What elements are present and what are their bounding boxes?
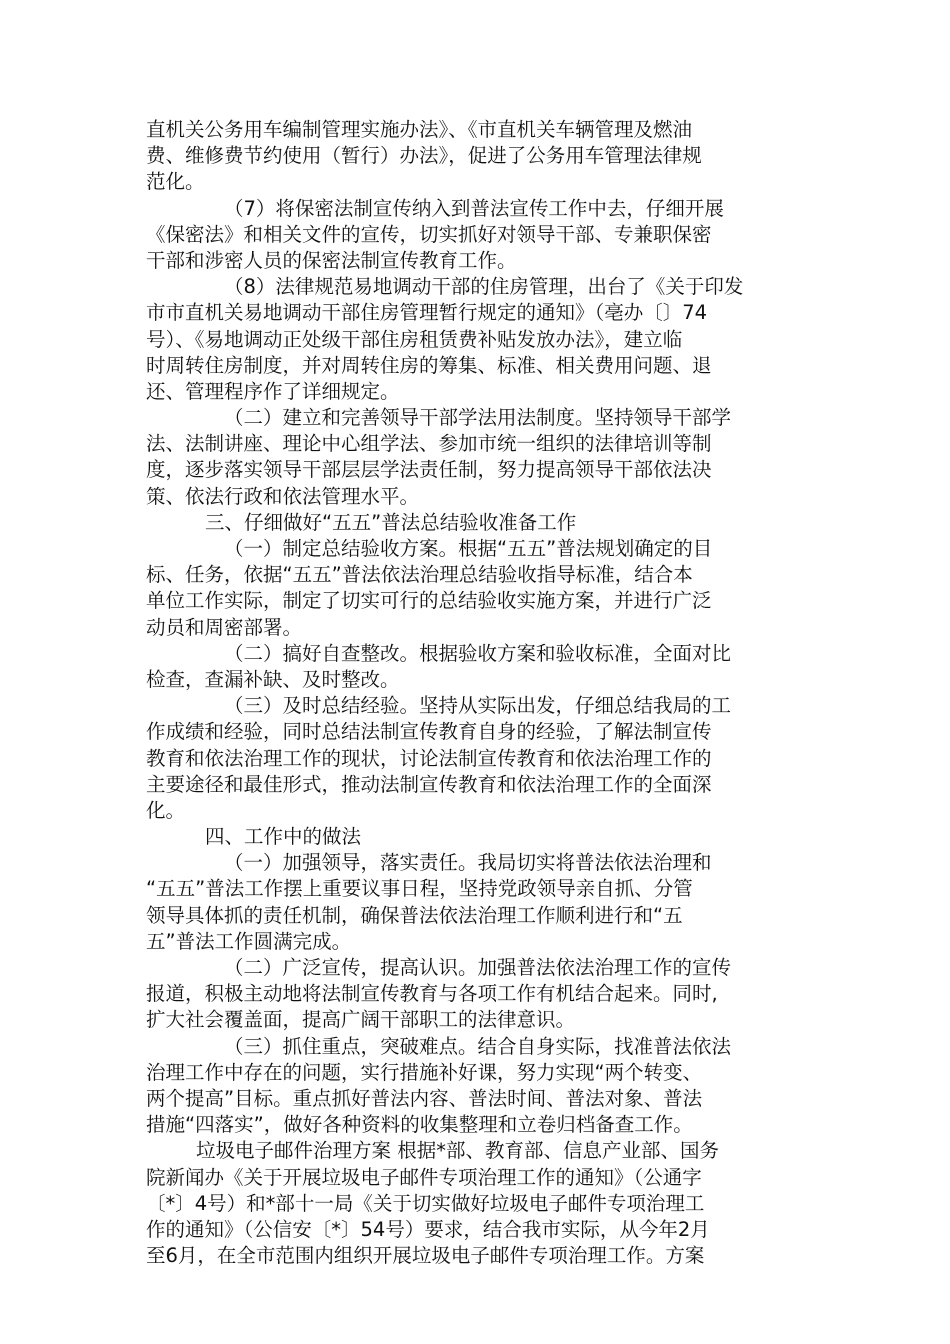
text-line: 主要途径和最佳形式，推动法制宣传教育和依法治理工作的全面深 <box>146 772 712 796</box>
text-line: 院新闻办《关于开展垃圾电子邮件专项治理工作的通知》（公通字 <box>146 1165 702 1189</box>
paragraph-start: （一）加强领导，落实责任。我局切实将普法依法治理和 <box>224 851 712 875</box>
text-line: 号）、《易地调动正处级干部住房租赁费补贴发放办法》，建立临 <box>146 327 683 351</box>
text-line: 市市直机关易地调动干部住房管理暂行规定的通知》（亳办〔〕74 <box>146 301 708 325</box>
text-line: 报道，积极主动地将法制宣传教育与各项工作有机结合起来。同时, <box>146 982 718 1006</box>
text-line: 还、管理程序作了详细规定。 <box>146 379 400 403</box>
paragraph-start: （二）建立和完善领导干部学法用法制度。坚持领导干部学 <box>224 406 732 430</box>
text-line: 单位工作实际，制定了切实可行的总结验收实施方案，并进行广泛 <box>146 589 712 613</box>
paragraph-start: （二）搞好自查整改。根据验收方案和验收标准，全面对比 <box>224 641 732 665</box>
paragraph-start: （8）法律规范易地调动干部的住房管理，出台了《关于印发 <box>224 275 744 299</box>
text-line: 作的通知》（公信安〔*〕54号）要求，结合我市实际，从今年2月 <box>146 1217 710 1241</box>
text-line: 策、依法行政和依法管理水平。 <box>146 484 420 508</box>
text-line: 至6月，在全市范围内组织开展垃圾电子邮件专项治理工作。方案 <box>146 1244 705 1268</box>
text-line: 时周转住房制度，并对周转住房的筹集、标准、相关费用问题、退 <box>146 353 712 377</box>
paragraph-start: （三）及时总结经验。坚持从实际出发，仔细总结我局的工 <box>224 694 732 718</box>
body-text <box>146 117 810 1269</box>
text-line: 五”普法工作圆满完成。 <box>146 929 352 953</box>
text-line: 法、法制讲座、理论中心组学法、参加市统一组织的法律培训等制 <box>146 432 712 456</box>
text-line: 范化。 <box>146 170 205 194</box>
text-line: 度，逐步落实领导干部层层学法责任制，努力提高领导干部依法决 <box>146 458 712 482</box>
section-heading: 三、仔细做好“五五”普法总结验收准备工作 <box>205 510 577 534</box>
text-line: 化。 <box>146 798 186 822</box>
text-line: “五五”普法工作摆上重要议事日程，坚持党政领导亲自抓、分管 <box>146 877 693 901</box>
text-line: 领导具体抓的责任机制，确保普法依法治理工作顺利进行和“五 <box>146 903 683 927</box>
text-line: 两个提高”目标。重点抓好普法内容、普法时间、普法对象、普法 <box>146 1086 703 1110</box>
text-line: 直机关公务用车编制管理实施办法》、《市直机关车辆管理及燃油 <box>146 118 693 141</box>
paragraph-start: 垃圾电子邮件治理方案 根据*部、教育部、信息产业部、国务 <box>196 1139 719 1163</box>
text-line: 治理工作中存在的问题，实行措施补好课，努力实现“两个转变、 <box>146 1060 703 1084</box>
text-line: 作成绩和经验，同时总结法制宣传教育自身的经验，了解法制宣传 <box>146 720 712 744</box>
text-line: 检查，查漏补缺、及时整改。 <box>146 667 400 691</box>
text-line: 〔*〕4号）和*部十一局《关于切实做好垃圾电子邮件专项治理工 <box>146 1191 705 1215</box>
paragraph-start: （二）广泛宣传，提高认识。加强普法依法治理工作的宣传 <box>224 956 732 979</box>
text-line: 措施“四落实”，做好各种资料的收集整理和立卷归档备查工作。 <box>146 1113 693 1137</box>
text-line: 费、维修费节约使用（暂行）办法》，促进了公务用车管理法律规 <box>146 144 702 168</box>
text-line: 扩大社会覆盖面，提高广阔干部职工的法律意识。 <box>146 1008 576 1032</box>
paragraph-start: （三）抓住重点，突破难点。结合自身实际，找准普法依法 <box>224 1034 732 1058</box>
text-line: 标、任务，依据“五五”普法依法治理总结验收指导标准，结合本 <box>146 563 693 587</box>
section-heading: 四、工作中的做法 <box>205 825 362 849</box>
text-line: 动员和周密部署。 <box>146 615 303 639</box>
text-line: 干部和涉密人员的保密法制宣传教育工作。 <box>146 248 517 272</box>
paragraph-start: （7）将保密法制宣传纳入到普法宣传工作中去，仔细开展 <box>224 196 724 220</box>
text-line: 《保密法》和相关文件的宣传，切实抓好对领导干部、专兼职保密 <box>146 222 712 246</box>
text-line: 教育和依法治理工作的现状，讨论法制宣传教育和依法治理工作的 <box>146 746 712 770</box>
paragraph-start: （一）制定总结验收方案。根据“五五”普法规划确定的目 <box>224 537 713 560</box>
